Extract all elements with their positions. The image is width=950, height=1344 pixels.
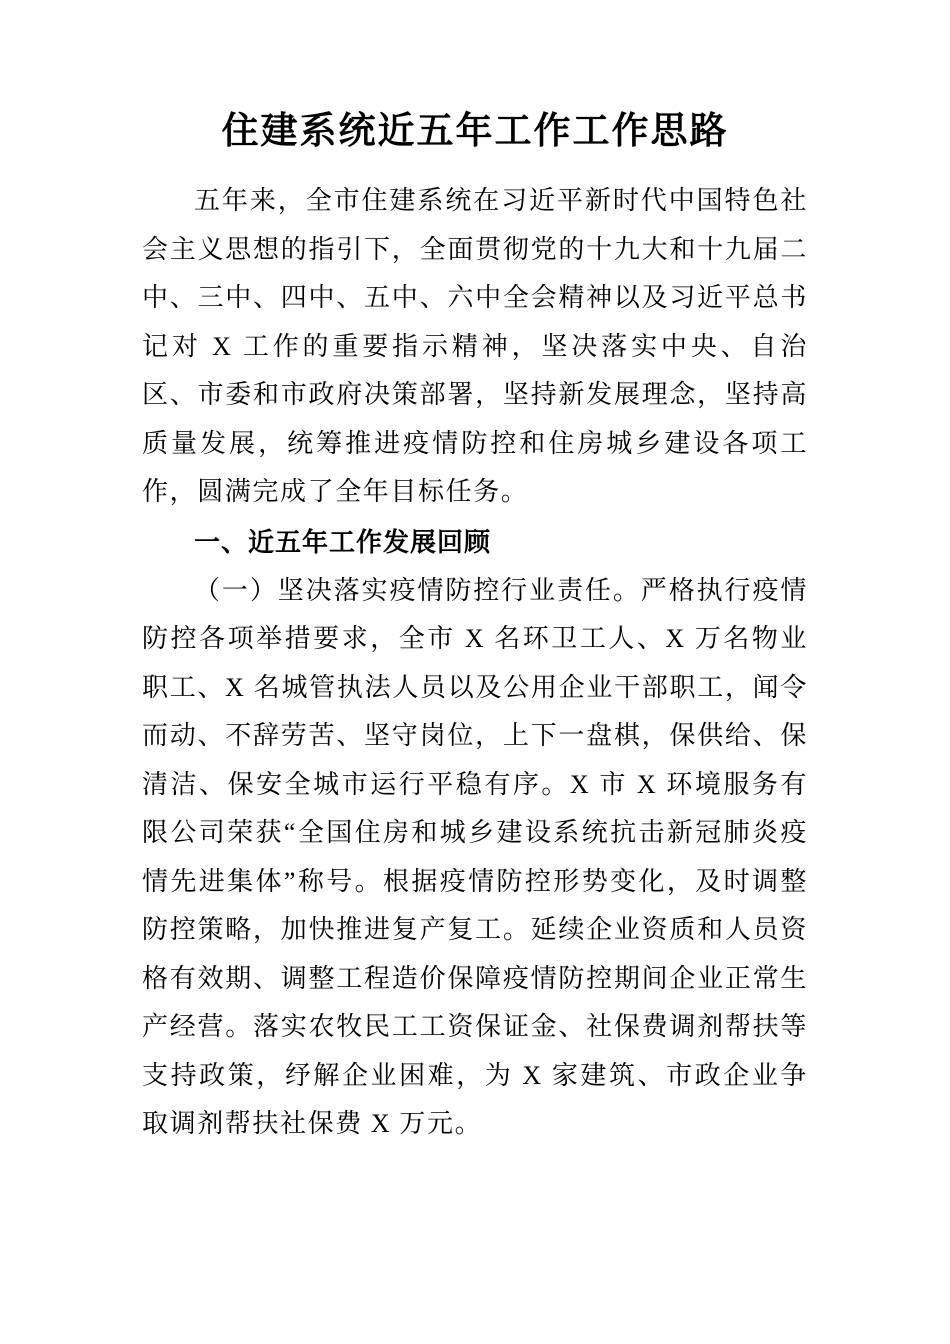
document-title: 住建系统近五年工作工作思路 [221,111,729,152]
section-1-paragraph: （一）坚决落实疫情防控行业责任。严格执行疫情防控各项举措要求，全市 X 名环卫工人、X 万名物业职工、X 名城管执法人员以及公用企业干部职工，闻令而动、不辞劳苦、坚守岗位，上下一盘棋，保供给、保清洁、保安全城市运行平稳有序。X 市 X 环境服务有限公司荣获“全国住房和城乡建设系统抗击新冠肺炎疫情先进集体”称号。根据疫情防控形势变化，及时调整防控策略，加快推进复产复工。延续企业资质和人员资格有效期、调整工程造价保障疫情防控期间企业正常生产经营。落实农牧民工工资保证金、社保费调剂帮扶等支持政策，纾解企业困难，为 X 家建筑、市政企业争取调剂帮扶社保费 X 万元。 [142,575,808,1138]
intro-paragraph: 五年来，全市住建系统在习近平新时代中国特色社会主义思想的指引下，全面贯彻党的十九大和十九届二中、三中、四中、五中、六中全会精神以及习近平总书记对 X 工作的重要指示精神，坚决落实中央、自治区、市委和市政府决策部署，坚持新发展理念，坚持高质量发展，统筹推进疫情防控和住房城乡建设各项工作，圆满完成了全年目标任务。 [142,186,808,506]
section-heading-1: 一、近五年工作发展回顾 [194,526,492,557]
